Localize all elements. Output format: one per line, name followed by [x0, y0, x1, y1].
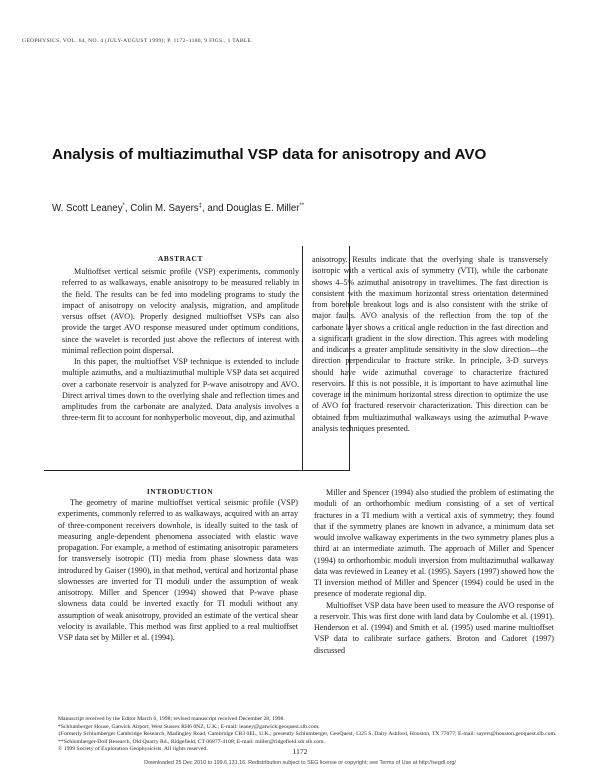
abstract-divider: [302, 246, 303, 471]
footnote: © 1999 Society of Exploration Geophysicists. All rights reserved.: [58, 746, 208, 753]
footnote: ‡Formerly Schlumberger Cambridge Research, Madingley Road, Cambridge CB3 0EL, U.K.; presently Schlumberger, GeoQuest, 1325 S. Dairy Ashford, Houston, TX 77077; E-mail: sayers@houston.geoquest.slb.com.: [58, 731, 557, 738]
abstract-column-left: [62, 266, 299, 424]
author-footnote-mark: **: [299, 203, 305, 209]
author-footnote-mark: ‡: [198, 203, 202, 209]
abstract-column-right: [312, 254, 548, 434]
abstract-paragraph: In this paper, the multioffset VSP technique is extended to include multiple azimuths, and a multiazimuthal multiple VSP data set acquired over a carbonate reservoir is analyzed for P-wave anisotropy and AVO. Direct arrival times down to the overlying shale and reflection times and amplitudes from the carbonate are analyzed. Data analysis involves a three-term fit to account for nonhyperbolic moveout, dip, and azimuthal: [62, 357, 299, 423]
running-head: GEOPHYSICS, VOL. 64, NO. 4 (JULY-AUGUST 1999); P. 1172–1180, 9 FIGS., 1 TABLE.: [22, 38, 253, 44]
abstract-heading: ABSTRACT: [157, 254, 204, 263]
paper-title: Analysis of multiazimuthal VSP data for anisotropy and AVO: [52, 146, 487, 163]
download-notice: Downloaded 25 Dec 2010 to 199.6.131.16. Redistribution subject to SEG license or copyright; see Terms of Use at http://segdl.org/: [144, 760, 456, 766]
section-heading-introduction: INTRODUCTION: [146, 487, 214, 496]
author-name: W. Scott Leaney: [52, 203, 123, 215]
footnote: **Schlumberger-Doll Research, Old Quarry Rd., Ridgefield, CT 06877-4108; E-mail: miller@ridgefield.sdr.slb.com.: [58, 738, 325, 745]
author-list: W. Scott Leaney*, Colin M. Sayers‡, and Douglas E. Miller**: [52, 203, 305, 215]
footnote: *Schlumberger House, Gatwick Airport, West Sussex RH6 0NZ, U.K.; E-mail: leaney@gatwick.geoquest.slb.com.: [58, 723, 320, 730]
author-name: and Douglas E. Miller: [207, 203, 300, 215]
footnote: Manuscript received by the Editor March 6, 1998; revised manuscript received December 28, 1998.: [58, 716, 285, 722]
author-footnote-mark: *: [122, 203, 125, 209]
body-paragraph: Miller and Spencer (1994) also studied the problem of estimating the moduli of an orthorhombic medium consisting of a set of vertical fractures in a TI medium with a vertical axis of symmetry; they found that if the symmetry planes are known in advance, a minimum data set would involve walkaway experiments in the two symmetry planes plus a third at an intermediate azimuth. The approach of Miller and Spencer (1994) to orthorhombic moduli inversion from multiazimuthal walkaway data was reviewed in Leaney et al. (1995). Sayers (1997) showed how the TI inversion method of Miller and Spencer (1994) could be used in the presence of moderate regional dip.: [314, 488, 554, 599]
author-name: Colin M. Sayers: [130, 203, 199, 215]
body-paragraph: Multioffset VSP data have been used to measure the AVO response of a reservoir. This was first done with land data by Coulombe et al. (1991). Henderson et al. (1994) and Smith et al. (1995) used marine multioffset VSP data to calibrate surface gathers. Broton and Cadoret (1997) discussed: [314, 600, 554, 655]
page-number: 1172: [292, 747, 308, 756]
introduction-column-left: [58, 497, 298, 643]
abstract-paragraph: Multioffset vertical seismic profile (VSP) experiments, commonly referred to as walkaways, enable anisotropy to be measured reliably in the field. The results can be fed into modeling programs to study the impact of anisotropy on velocity analysis, migration, and amplitude versus offset (AVO). Properly designed multioffset VSPs can also provide the target AVO response measured under optimum conditions, since the wavelet is recorded just above the reflectors of interest with minimal reflection point dispersal.: [62, 267, 299, 355]
introduction-column-right: [314, 487, 554, 656]
body-paragraph: The geometry of marine multioffset vertical seismic profile (VSP) experiments, commonly referred to as walkaways, acquired with an array of three-component receivers downhole, is ideally suited to the task of measuring angle-dependent phenomena associated with elastic wave propagation. For example, a method of estimating anisotropic parameters for transversely isotropic (TI) media from phase slowness data was introduced by Gaiser (1990), in that method, vertical and horizontal phase slownesses are inverted for TI moduli under the assumption of weak anisotropy. Miller and Spencer (1994) showed that P-wave phase slowness data could be inverted exactly for TI moduli without any assumption of weak anisotropy, provided an estimate of the vertical shear velocity is available. This method was first applied to a real multioffset VSP data set by Miller et al. (1994).: [58, 498, 298, 642]
abstract-paragraph: anisotropy. Results indicate that the overlying shale is transversely isotropic with a vertical axis of symmetry (VTI), while the carbonate shows 4–5% azimuthal anisotropy in traveltimes. The fast direction is consistent with the maximum horizontal stress orientation determined from borehole breakout logs and is also consistent with the strike of major faults. AVO analysis of the reflection from the top of the carbonate layer shows a critical angle reduction in the fast direction and a significant gradient in the slow direction. This agrees with modeling and indicates a greater amplitude sensitivity in the slow direction—the direction perpendicular to fracture strike. In principle, 3-D surveys should have wide azimuthal coverage to characterize fractured reservoirs. If this is not possible, it is important to have azimuthal line coverage in the minimum horizontal stress direction to optimize the use of AVO for fractured reservoir characterization. This direction can be obtained from multiazimuthal walkaways using the azimuthal P-wave analysis techniques presented.: [312, 255, 548, 433]
